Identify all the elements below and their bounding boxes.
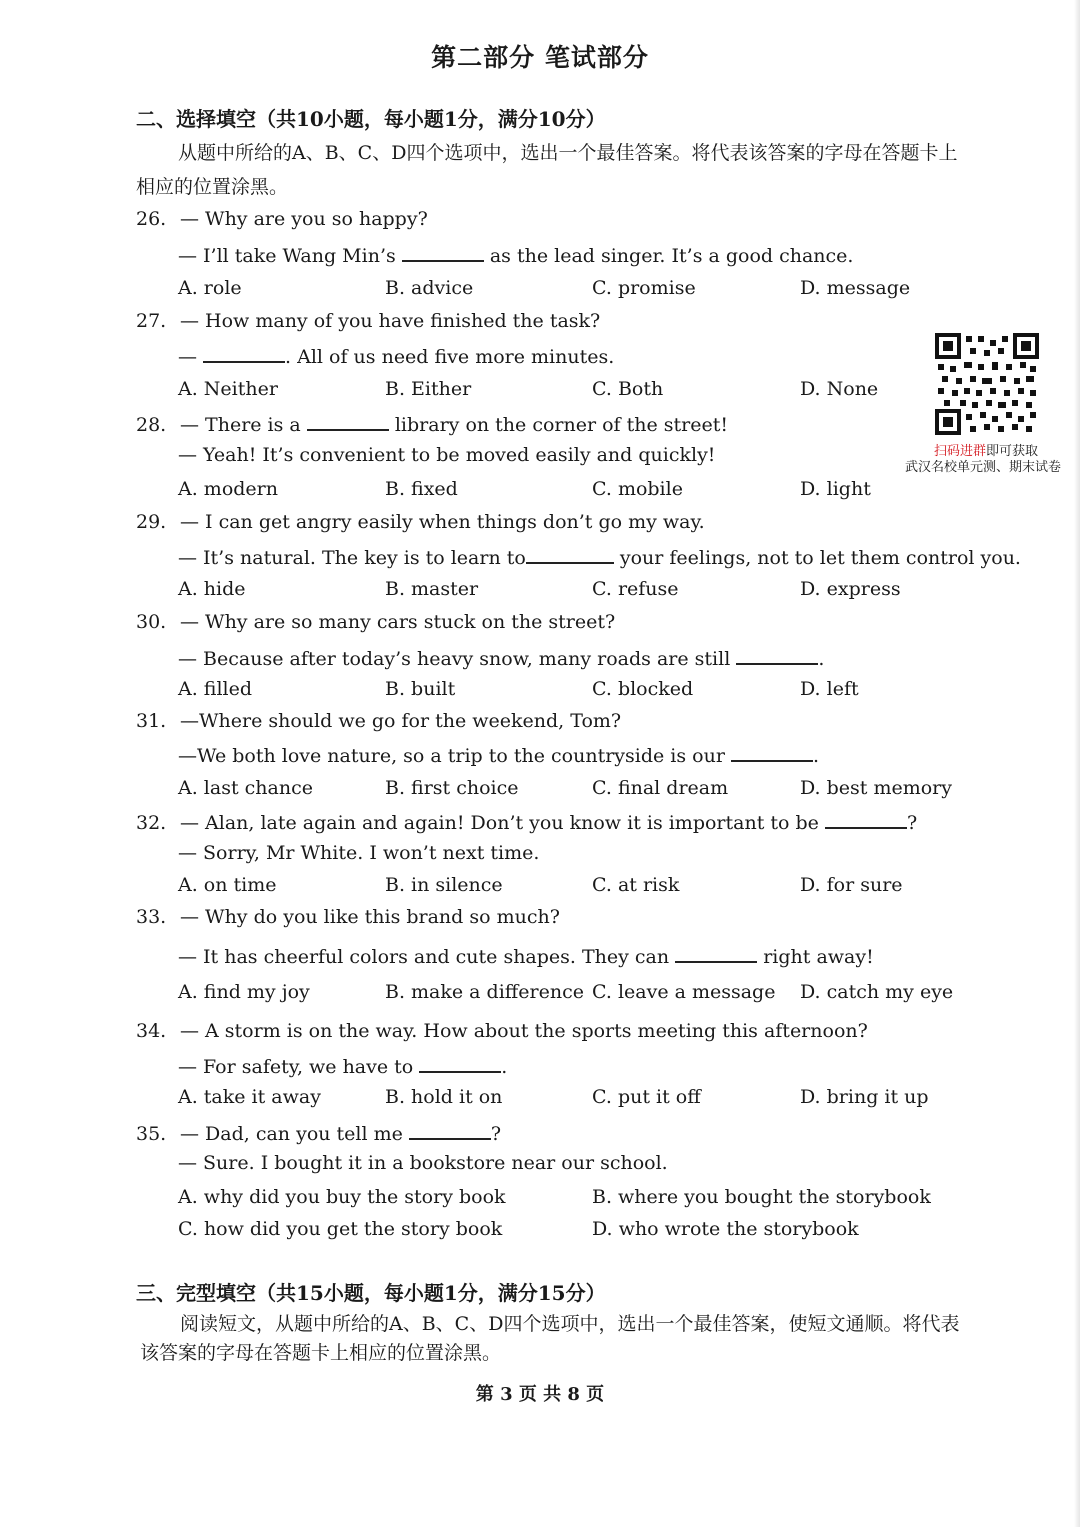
- answer-blank: [307, 411, 389, 431]
- question-number: 30.: [136, 611, 167, 633]
- question-number: 31.: [136, 710, 167, 732]
- option-d: D. who wrote the storybook: [592, 1218, 859, 1240]
- question-text: — I can get angry easily when things don’t go my way.: [180, 511, 705, 533]
- question-text: — For safety, we have to: [178, 1056, 414, 1078]
- question-31-line1: [136, 710, 621, 732]
- question-35-line2: — Sure. I bought it in a bookstore near our school.: [178, 1152, 668, 1174]
- answer-blank: [203, 343, 285, 363]
- question-text: — There is a: [180, 414, 301, 436]
- option-c: C. final dream: [592, 777, 729, 799]
- option-d: D. message: [800, 277, 911, 299]
- option-d: D. for sure: [800, 874, 903, 896]
- answer-blank: [526, 544, 614, 564]
- answer-blank: [419, 1053, 501, 1073]
- question-26-line2: [178, 242, 853, 267]
- section2-instruction-line1: 从题中所给的A、B、C、D四个选项中，选出一个最佳答案。将代表该答案的字母在答题卡上: [178, 142, 958, 164]
- page-footer: 第 3 页 共 8 页: [475, 1384, 605, 1405]
- option-a: A. Neither: [178, 378, 278, 400]
- section3-instruction-line2: 该答案的字母在答题卡上相应的位置涂黑。: [140, 1342, 502, 1364]
- option-b: B. built: [385, 678, 456, 700]
- question-29-line1: [136, 511, 705, 533]
- question-text: —We both love nature, so a trip to the countryside is our: [178, 745, 725, 767]
- option-a: A. hide: [178, 578, 246, 600]
- answer-blank: [731, 742, 813, 762]
- question-35-line1: [136, 1120, 501, 1145]
- option-d: D. light: [800, 478, 871, 500]
- option-b: B. first choice: [385, 777, 519, 799]
- option-c: C. leave a message: [592, 981, 776, 1003]
- question-26-line1: [136, 208, 428, 230]
- option-c: C. how did you get the story book: [178, 1218, 503, 1240]
- question-number: 33.: [136, 906, 167, 928]
- question-34-line2: [178, 1053, 507, 1078]
- question-number: 26.: [136, 208, 167, 230]
- qr-note-highlight: 扫码进群: [934, 444, 987, 459]
- option-b: B. fixed: [385, 478, 458, 500]
- option-c: C. promise: [592, 277, 696, 299]
- question-28-line1: [136, 411, 728, 436]
- question-32-line2: — Sorry, Mr White. I won’t next time.: [178, 842, 540, 864]
- question-30-line1: [136, 611, 615, 633]
- question-text: — Because after today’s heavy snow, many roads are still: [178, 648, 731, 670]
- option-a: A. filled: [178, 678, 253, 700]
- question-text: — I’ll take Wang Min’s: [178, 245, 396, 267]
- qr-note-text: 即可获取: [986, 444, 1039, 459]
- question-text: ?: [490, 1123, 502, 1145]
- option-b: B. in silence: [385, 874, 503, 896]
- option-b: B. hold it on: [385, 1086, 503, 1108]
- question-text: — Why do you like this brand so much?: [180, 906, 560, 928]
- option-c: C. mobile: [592, 478, 683, 500]
- option-a: A. modern: [178, 478, 278, 500]
- answer-blank: [402, 242, 484, 262]
- option-b: B. advice: [385, 277, 474, 299]
- page-title: 第二部分 笔试部分: [431, 43, 649, 72]
- question-number: 28.: [136, 414, 167, 436]
- question-number: 27.: [136, 310, 167, 332]
- question-text: —: [178, 346, 197, 368]
- option-d: D. None: [800, 378, 879, 400]
- option-d: D. express: [800, 578, 901, 600]
- option-c: C. Both: [592, 378, 664, 400]
- question-28-line2: — Yeah! It’s convenient to be moved easily and quickly!: [178, 444, 716, 466]
- option-c: C. put it off: [592, 1086, 701, 1108]
- answer-blank: [825, 809, 907, 829]
- option-d: D. left: [800, 678, 859, 700]
- option-d: D. best memory: [800, 777, 952, 799]
- option-a: A. why did you buy the story book: [178, 1186, 506, 1208]
- answer-blank: [409, 1120, 491, 1140]
- question-30-line2: [178, 645, 824, 670]
- question-text: .: [818, 648, 825, 670]
- option-b: B. master: [385, 578, 479, 600]
- scan-edge: [1074, 0, 1080, 1527]
- question-32-line1: [136, 809, 917, 834]
- section3-heading: 三、完型填空（共15小题，每小题1分，满分15分）: [136, 1281, 606, 1305]
- question-33-line1: [136, 906, 560, 928]
- question-text: —Where should we go for the weekend, Tom?: [180, 710, 622, 732]
- question-text: — Why are so many cars stuck on the street?: [180, 611, 616, 633]
- option-c: C. at risk: [592, 874, 680, 896]
- question-text: ?: [906, 812, 918, 834]
- question-27-line1: [136, 310, 600, 332]
- section3-instruction-line1: 阅读短文，从题中所给的A、B、C、D四个选项中，选出一个最佳答案，使短文通顺。将代表: [180, 1313, 960, 1335]
- option-c: C. blocked: [592, 678, 694, 700]
- question-number: 32.: [136, 812, 167, 834]
- question-text: — Dad, can you tell me: [180, 1123, 403, 1145]
- question-31-line2: [178, 742, 819, 767]
- question-text: — A storm is on the way. How about the sports meeting this afternoon?: [180, 1020, 868, 1042]
- question-text: — Alan, late again and again! Don’t you know it is important to be: [180, 812, 819, 834]
- qr-code[interactable]: [934, 332, 1040, 436]
- question-text: .: [812, 745, 820, 767]
- question-text: right away!: [763, 946, 874, 968]
- option-b: B. where you bought the storybook: [592, 1186, 931, 1208]
- question-text: — How many of you have finished the task?: [180, 310, 601, 332]
- question-text: — It’s natural. The key is to learn to: [178, 547, 526, 569]
- option-a: A. on time: [178, 874, 277, 896]
- question-text: as the lead singer. It’s a good chance.: [489, 245, 854, 267]
- question-number: 34.: [136, 1020, 167, 1042]
- question-text: — Why are you so happy?: [180, 208, 428, 230]
- question-text: library on the corner of the street!: [394, 414, 728, 436]
- qr-code-icon: [934, 332, 1040, 436]
- question-34-line1: [136, 1020, 868, 1042]
- option-a: A. take it away: [178, 1086, 321, 1108]
- option-d: D. catch my eye: [800, 981, 954, 1003]
- option-a: A. role: [178, 277, 242, 299]
- option-a: A. find my joy: [178, 981, 310, 1003]
- option-b: B. make a difference: [385, 981, 584, 1003]
- answer-blank: [675, 943, 757, 963]
- section2-heading: 二、选择填空（共10小题，每小题1分，满分10分）: [136, 107, 606, 131]
- question-text: .: [501, 1056, 508, 1078]
- option-d: D. bring it up: [800, 1086, 929, 1108]
- question-text: your feelings, not to let them control you.: [619, 547, 1021, 569]
- question-number: 29.: [136, 511, 167, 533]
- question-29-line2: [178, 544, 1021, 569]
- question-number: 35.: [136, 1123, 167, 1145]
- option-b: B. Either: [385, 378, 472, 400]
- option-a: A. last chance: [178, 777, 313, 799]
- option-c: C. refuse: [592, 578, 679, 600]
- qr-note-line2: 武汉名校单元测、期末试卷: [905, 460, 1062, 475]
- section2-instruction-line2: 相应的位置涂黑。: [136, 176, 289, 198]
- answer-blank: [736, 645, 818, 665]
- question-text: . All of us need five more minutes.: [285, 346, 615, 368]
- question-33-line2: [178, 943, 874, 968]
- question-text: — It has cheerful colors and cute shapes. They can: [178, 946, 670, 968]
- question-27-line2: [178, 343, 614, 368]
